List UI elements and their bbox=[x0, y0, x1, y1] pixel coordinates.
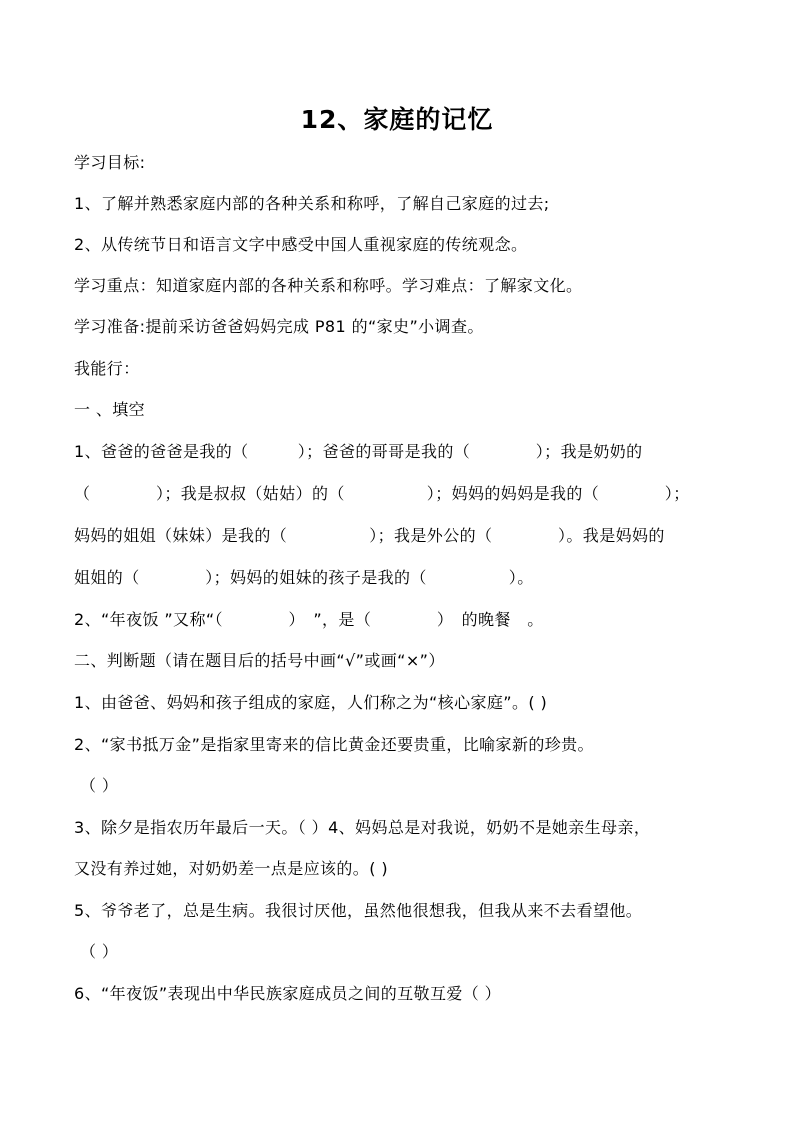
fill-q2: 2、“年夜饭 ”又称“（ ） ”，是（ ） 的晚餐 。 bbox=[74, 610, 544, 629]
judge-q2-line2: （ ） bbox=[80, 776, 119, 795]
judge-q3-line1: 3、除夕是指农历年最后一天。（ ）4、妈妈总是对我说，奶奶不是她亲生母亲， bbox=[74, 818, 651, 837]
judge-q1: 1、由爸爸、妈妈和孩子组成的家庭，人们称之为“核心家庭”。( ) bbox=[74, 693, 548, 712]
section2-heading: 二、判断题（请在题目后的括号中画“√”或画“×”） bbox=[74, 651, 445, 670]
fill-q1-line2: （ ）；我是叔叔（姑姑）的（ ）；妈妈的妈妈是我的（ ）； bbox=[74, 484, 690, 503]
key-points: 学习重点：知道家庭内部的各种关系和称呼。学习难点：了解家文化。 bbox=[74, 276, 583, 295]
fill-q1-line4: 姐姐的（ ）；妈妈的姐妹的孩子是我的（ ）。 bbox=[74, 568, 534, 587]
preparation: 学习准备:提前采访爸爸妈妈完成 P81 的“家史”小调查。 bbox=[74, 317, 484, 336]
judge-q5-line1: 5、爷爷老了，总是生病。我很讨厌他，虽然他很想我，但我从来不去看望他。 bbox=[74, 901, 643, 920]
page-title: 12、家庭的记忆 bbox=[300, 105, 494, 134]
objective-item-1: 1、了解并熟悉家庭内部的各种关系和称呼，了解自己家庭的过去; bbox=[74, 194, 550, 213]
judge-q3-line2: 又没有养过她，对奶奶差一点是应该的。( ) bbox=[74, 859, 388, 878]
fill-q1-line3: 妈妈的姐姐（妹妹）是我的（ ）；我是外公的（ ）。我是妈妈的 bbox=[74, 526, 665, 545]
judge-q5-line2: （ ） bbox=[80, 942, 119, 961]
judge-q2-line1: 2、“家书抵万金”是指家里寄来的信比黄金还要贵重，比喻家新的珍贵。 bbox=[74, 735, 594, 754]
objectives-heading: 学习目标: bbox=[74, 153, 146, 172]
can-do-heading: 我能行： bbox=[74, 359, 140, 378]
fill-q1-line1: 1、爸爸的爸爸是我的（ ）；爸爸的哥哥是我的（ ）；我是奶奶的 bbox=[74, 442, 643, 461]
section1-heading: 一 、填空 bbox=[74, 400, 146, 419]
objective-item-2: 2、从传统节日和语言文字中感受中国人重视家庭的传统观念。 bbox=[74, 235, 528, 254]
judge-q6: 6、“年夜饭”表现出中华民族家庭成员之间的互敬互爱（ ） bbox=[74, 984, 502, 1003]
